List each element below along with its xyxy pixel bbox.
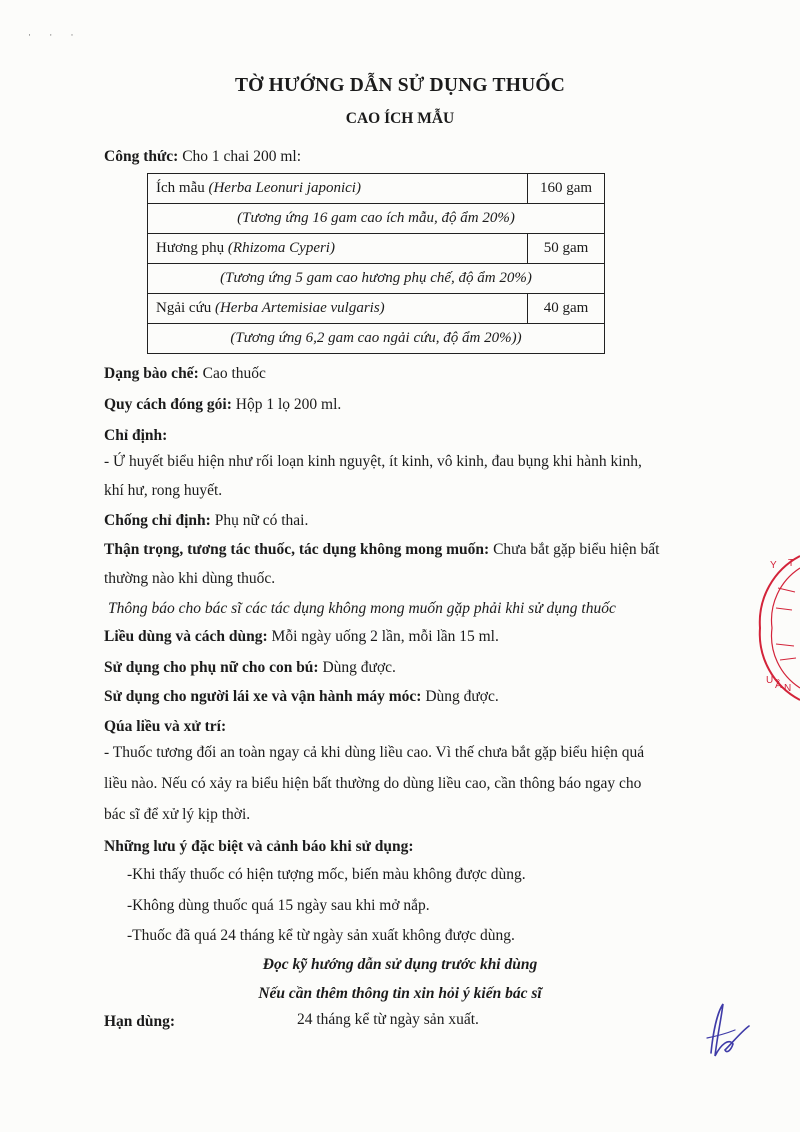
svg-text:T: T [788, 558, 795, 569]
table-row [148, 174, 605, 204]
signature [703, 998, 755, 1060]
ingredient-cell [148, 174, 528, 204]
indications-heading [104, 427, 167, 445]
breastfeeding-line [104, 659, 396, 677]
ingredient-name: Ngải cứu [156, 300, 215, 316]
packaging-label: Quy cách đóng gói: [104, 396, 232, 413]
overdose-line-2: liều nào. Nếu có xảy ra biểu hiện bất thường do dùng liều cao, cần thông báo ngay cho [104, 775, 642, 792]
precautions-text-1: Chưa bắt gặp biểu hiện bất [489, 541, 660, 558]
packaging-text: Hộp 1 lọ 200 ml. [231, 396, 342, 413]
precautions-notice: Thông báo cho bác sĩ các tác dụng không mong muốn gặp phải khi sử dụng thuốc [108, 600, 616, 617]
table-row [148, 294, 605, 324]
dosage-form-text: Cao thuốc [198, 365, 266, 382]
overdose-label: Qúa liều và xử trí: [104, 718, 227, 735]
indications-line-2: khí hư, rong huyết. [104, 482, 223, 499]
ingredient-quantity: 40 gam [528, 294, 605, 324]
shelf-life-label: Hạn dùng: [104, 1013, 176, 1030]
table-row [148, 234, 605, 264]
table-row [148, 264, 605, 294]
ingredient-latin: (Herba Leonuri japonici) [208, 180, 361, 196]
warning-item: -Khi thấy thuốc có hiện tượng mốc, biến màu không được dùng. [127, 866, 526, 883]
contraindications-line [104, 512, 308, 530]
formula-line [104, 148, 301, 166]
svg-text:Y: Y [770, 560, 777, 571]
packaging-line [104, 396, 341, 414]
dosage-label: Liều dùng và cách dùng: [104, 628, 268, 645]
ingredient-latin: (Herba Artemisiae vulgaris) [214, 300, 385, 316]
warnings-heading [104, 838, 414, 856]
warning-item: -Không dùng thuốc quá 15 ngày sau khi mở nắp. [127, 897, 430, 914]
indications-label: Chỉ định: [104, 427, 168, 444]
ingredient-note: (Tương ứng 16 gam cao ích mẫu, độ ẩm 20%) [148, 204, 605, 234]
dosage-line [104, 628, 499, 646]
indications-line-1: - Ứ huyết biểu hiện như rối loạn kinh nguyệt, ít kinh, vô kinh, đau bụng khi hành kinh, [104, 453, 642, 470]
formula-label: Công thức: [104, 148, 179, 165]
contraindications-text: Phụ nữ có thai. [210, 512, 309, 529]
overdose-line-3: bác sĩ để xử lý kịp thời. [104, 806, 251, 823]
overdose-line-1: - Thuốc tương đối an toàn ngay cả khi dùng liều cao. Vì thế chưa bắt gặp biểu hiện quá [104, 744, 645, 761]
dosage-text: Mỗi ngày uống 2 lần, mỗi lần 15 ml. [267, 628, 499, 645]
driving-line [104, 688, 499, 706]
dosage-form-label: Dạng bào chế: [104, 365, 199, 382]
driving-label: Sử dụng cho người lái xe và vận hành máy móc: [104, 688, 422, 705]
warnings-label: Những lưu ý đặc biệt và cảnh báo khi sử dụng: [104, 838, 414, 855]
svg-text:U: U [766, 675, 774, 686]
ingredient-note: (Tương ứng 5 gam cao hương phụ chế, độ ẩm 20%) [148, 264, 605, 294]
shelf-life-text: 24 tháng kể từ ngày sản xuất. [297, 1011, 479, 1028]
breastfeeding-text: Dùng được. [318, 659, 396, 676]
dosage-form-line [104, 365, 266, 383]
table-row [148, 324, 605, 354]
stamp-mark [740, 548, 800, 708]
driving-text: Dùng được. [421, 688, 499, 705]
ingredient-latin: (Rhizoma Cyperi) [227, 240, 335, 256]
svg-text:Ầ: Ầ [775, 680, 782, 691]
ingredient-cell [148, 294, 528, 324]
overdose-heading [104, 718, 226, 736]
svg-text:N: N [784, 683, 792, 694]
warning-item: -Thuốc đã quá 24 tháng kể từ ngày sản xuất không được dùng. [127, 927, 515, 944]
table-row [148, 204, 605, 234]
ingredient-name: Ích mẫu [156, 180, 209, 196]
precautions-line-1 [104, 541, 659, 559]
read-carefully-note: Đọc kỹ hướng dẫn sử dụng trước khi dùng [262, 956, 538, 973]
document-title: TỜ HƯỚNG DẪN SỬ DỤNG THUỐC [234, 75, 566, 96]
ingredient-name: Hương phụ [156, 240, 228, 256]
ingredient-quantity: 50 gam [528, 234, 605, 264]
formula-text: Cho 1 chai 200 ml: [182, 148, 302, 165]
precautions-line-2: thường nào khi dùng thuốc. [104, 570, 276, 587]
shelf-life-label-line [104, 1013, 175, 1031]
ingredient-quantity: 160 gam [528, 174, 605, 204]
ask-doctor-note: Nếu cần thêm thông tin xin hỏi ý kiến bác sĩ [258, 985, 542, 1002]
ingredient-cell [148, 234, 528, 264]
scan-marks: · · · [28, 30, 82, 40]
breastfeeding-label: Sử dụng cho phụ nữ cho con bú: [104, 659, 319, 676]
ingredient-note: (Tương ứng 6,2 gam cao ngải cứu, độ ẩm 20%)) [148, 324, 605, 354]
precautions-label: Thận trọng, tương tác thuốc, tác dụng không mong muốn: [104, 541, 490, 558]
contraindications-label: Chống chỉ định: [104, 512, 211, 529]
document-subtitle: CAO ÍCH MẪU [345, 110, 455, 127]
formula-table [147, 173, 605, 354]
